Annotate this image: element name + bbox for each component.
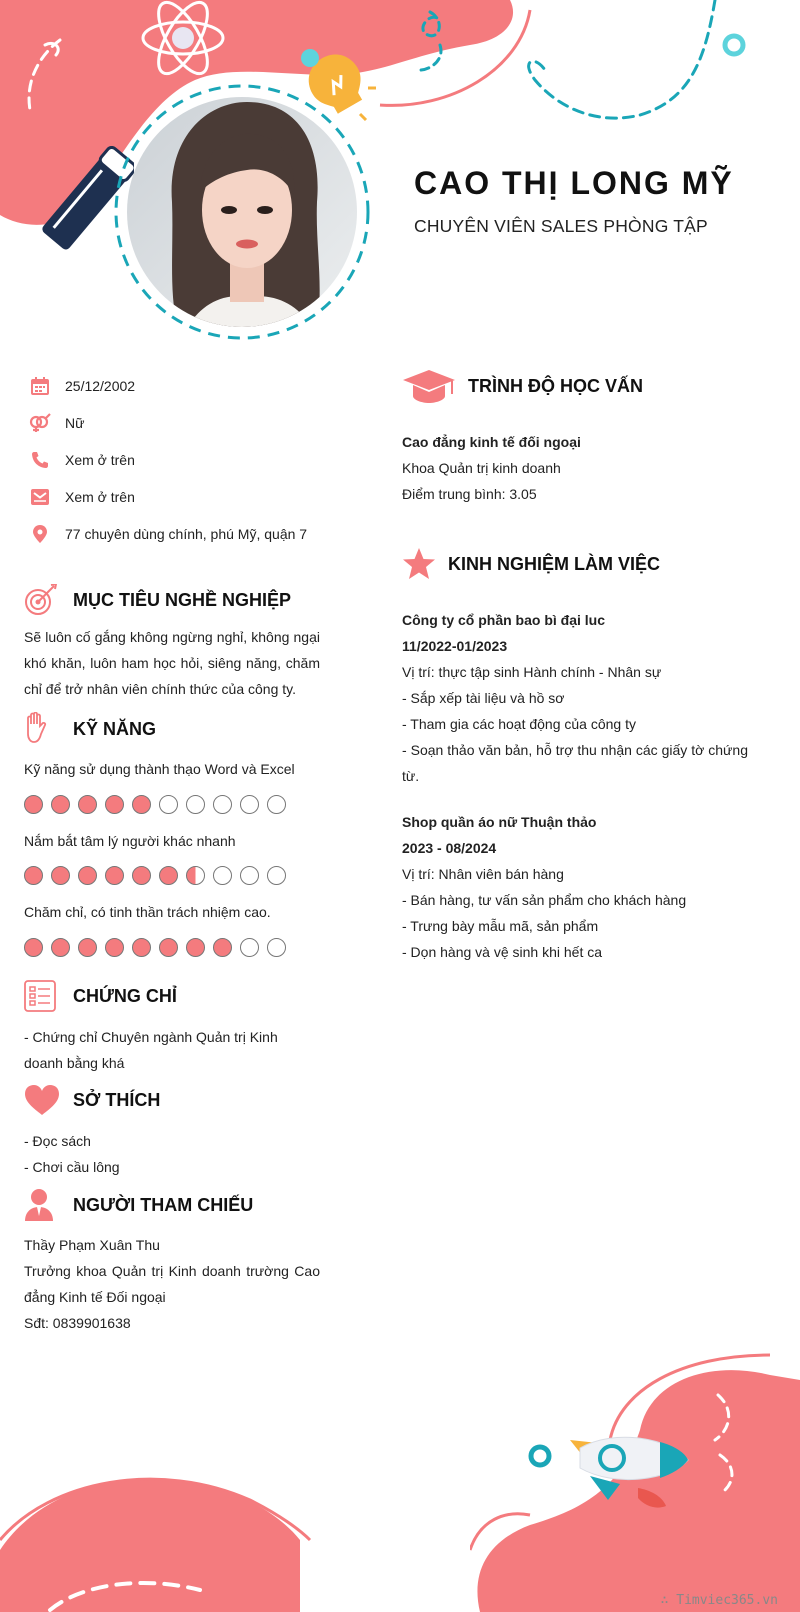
rating-dot <box>78 795 97 814</box>
reference-name: Thầy Phạm Xuân Thu <box>24 1237 160 1253</box>
graduation-cap-icon <box>402 368 456 404</box>
experience-job-1 <box>402 809 772 965</box>
objective-text <box>24 624 320 702</box>
rating-dot <box>132 866 151 885</box>
profile-photo <box>112 82 372 342</box>
experience-title: KINH NGHIỆM LÀM VIỆC <box>448 553 661 574</box>
email-icon <box>28 485 52 509</box>
rating-dot <box>24 938 43 957</box>
education-school: Cao đẳng kinh tế đối ngoại <box>402 434 581 450</box>
candidate-name: CAO THỊ LONG MỸ <box>414 165 734 201</box>
objective-heading <box>24 584 291 616</box>
education-gpa: Điểm trung bình: 3.05 <box>402 486 537 502</box>
rating-dot <box>213 938 232 957</box>
education-title: TRÌNH ĐỘ HỌC VẤN <box>468 375 643 396</box>
job-period: 2023 - 08/2024 <box>402 840 497 856</box>
reference-phone: Sđt: 0839901638 <box>24 1315 131 1331</box>
candidate-role: CHUYÊN VIÊN SALES PHÒNG TẬP <box>414 216 708 236</box>
rating-dot <box>240 866 259 885</box>
experience-heading <box>402 547 660 581</box>
job-line: - Tham gia các hoạt động của công ty <box>402 716 636 732</box>
reference-details <box>24 1232 320 1336</box>
certificates-heading <box>24 980 177 1012</box>
gender-icon <box>28 411 52 435</box>
certificates-title: CHỨNG CHỈ <box>73 985 177 1006</box>
hobbies-heading <box>24 1084 160 1116</box>
education-major: Khoa Quản trị kinh doanh <box>402 460 561 476</box>
education-details <box>402 429 772 507</box>
hobby-item: - Chơi cầu lông <box>24 1159 120 1175</box>
rating-dot <box>105 866 124 885</box>
rating-dot <box>51 938 70 957</box>
skill-label-2: Chăm chỉ, có tinh thần trách nhiệm cao. <box>24 904 271 920</box>
atom-icon <box>136 0 230 86</box>
reference-heading <box>24 1188 253 1222</box>
location-pin-icon <box>28 522 52 546</box>
contact-email <box>28 485 135 509</box>
rating-dot <box>267 866 286 885</box>
skill-rating-1 <box>24 866 286 885</box>
job-line: - Soạn thảo văn bản, hỗ trợ thu nhận các giấy tờ chứng từ. <box>402 742 748 784</box>
job-line: - Bán hàng, tư vấn sản phẩm cho khách hàng <box>402 892 687 908</box>
star-icon <box>402 547 436 581</box>
skill-label-0: Kỹ năng sử dụng thành thạo Word và Excel <box>24 761 295 777</box>
job-line: Vị trí: Nhân viên bán hàng <box>402 866 564 882</box>
job-line: - Trưng bày mẫu mã, sản phẩm <box>402 918 599 934</box>
job-company: Shop quần áo nữ Thuận thảo <box>402 814 597 830</box>
contact-address <box>28 522 307 546</box>
contact-phone <box>28 448 135 472</box>
rating-dot <box>51 866 70 885</box>
skill-rating-0 <box>24 795 286 814</box>
hobby-item: - Đọc sách <box>24 1133 91 1149</box>
rating-dot <box>186 795 205 814</box>
email-value: Xem ở trên <box>65 489 135 505</box>
objective-title: MỤC TIÊU NGHỀ NGHIỆP <box>73 589 292 610</box>
hobbies-title: SỞ THÍCH <box>73 1089 161 1110</box>
gender-value: Nữ <box>65 415 85 431</box>
rating-dot <box>186 866 205 885</box>
person-icon <box>24 1188 60 1222</box>
rating-dot <box>132 795 151 814</box>
rating-dot <box>24 795 43 814</box>
birthday-value: 25/12/2002 <box>65 378 136 394</box>
rating-dot <box>159 866 178 885</box>
phone-value: Xem ở trên <box>65 452 135 468</box>
reference-title: NGƯỜI THAM CHIẾU <box>73 1194 254 1215</box>
skills-title: KỸ NĂNG <box>73 718 157 739</box>
footer-decoration-left <box>0 1460 320 1612</box>
rating-dot <box>78 866 97 885</box>
education-heading <box>402 368 643 404</box>
rocket-icon <box>520 1418 700 1528</box>
contact-gender <box>28 411 84 435</box>
rating-dot <box>132 938 151 957</box>
skills-heading <box>24 712 156 746</box>
rating-dot <box>105 938 124 957</box>
target-icon <box>24 584 60 616</box>
job-company: Công ty cổ phần bao bì đại luc <box>402 612 606 628</box>
rating-dot <box>267 795 286 814</box>
certificates-text: - Chứng chỉ Chuyên ngành Quản trị Kinh doanh bằng khá <box>24 1029 278 1071</box>
job-period: 11/2022-01/2023 <box>402 638 508 654</box>
rating-dot <box>51 795 70 814</box>
watermark: ∴ Timviec365.vn <box>660 1593 778 1608</box>
heart-icon <box>24 1084 60 1116</box>
rating-dot <box>159 795 178 814</box>
phone-icon <box>28 448 52 472</box>
checklist-icon <box>24 980 60 1012</box>
hand-icon <box>24 712 60 746</box>
contact-birthday <box>28 374 135 398</box>
rating-dot <box>240 938 259 957</box>
experience-job-0 <box>402 607 748 789</box>
rating-dot <box>186 938 205 957</box>
rating-dot <box>213 795 232 814</box>
objective-paragraph: Sẽ luôn cố gắng không ngừng nghỉ, không ngại khó khăn, luôn ham học hỏi, siêng năng, chăm chỉ để trở nhân viên chính thức của công ty. <box>24 629 320 697</box>
rating-dot <box>267 938 286 957</box>
rating-dot <box>105 795 124 814</box>
rating-dot <box>78 938 97 957</box>
rating-dot <box>240 795 259 814</box>
rating-dot <box>159 938 178 957</box>
job-line: - Dọn hàng và vệ sinh khi hết ca <box>402 944 603 960</box>
job-line: Vị trí: thực tập sinh Hành chính - Nhân sự <box>402 664 662 680</box>
hobbies-list <box>24 1128 320 1180</box>
calendar-icon <box>28 374 52 398</box>
reference-position: Trưởng khoa Quản trị Kinh doanh trường Cao đẳng Kinh tế Đối ngoại <box>24 1263 320 1305</box>
rating-dot <box>24 866 43 885</box>
skill-rating-2 <box>24 938 286 957</box>
rating-dot <box>213 866 232 885</box>
job-line: - Sắp xếp tài liệu và hồ sơ <box>402 690 565 706</box>
address-value: 77 chuyên dùng chính, phú Mỹ, quận 7 <box>65 526 308 542</box>
skill-label-1: Nắm bắt tâm lý người khác nhanh <box>24 833 236 849</box>
